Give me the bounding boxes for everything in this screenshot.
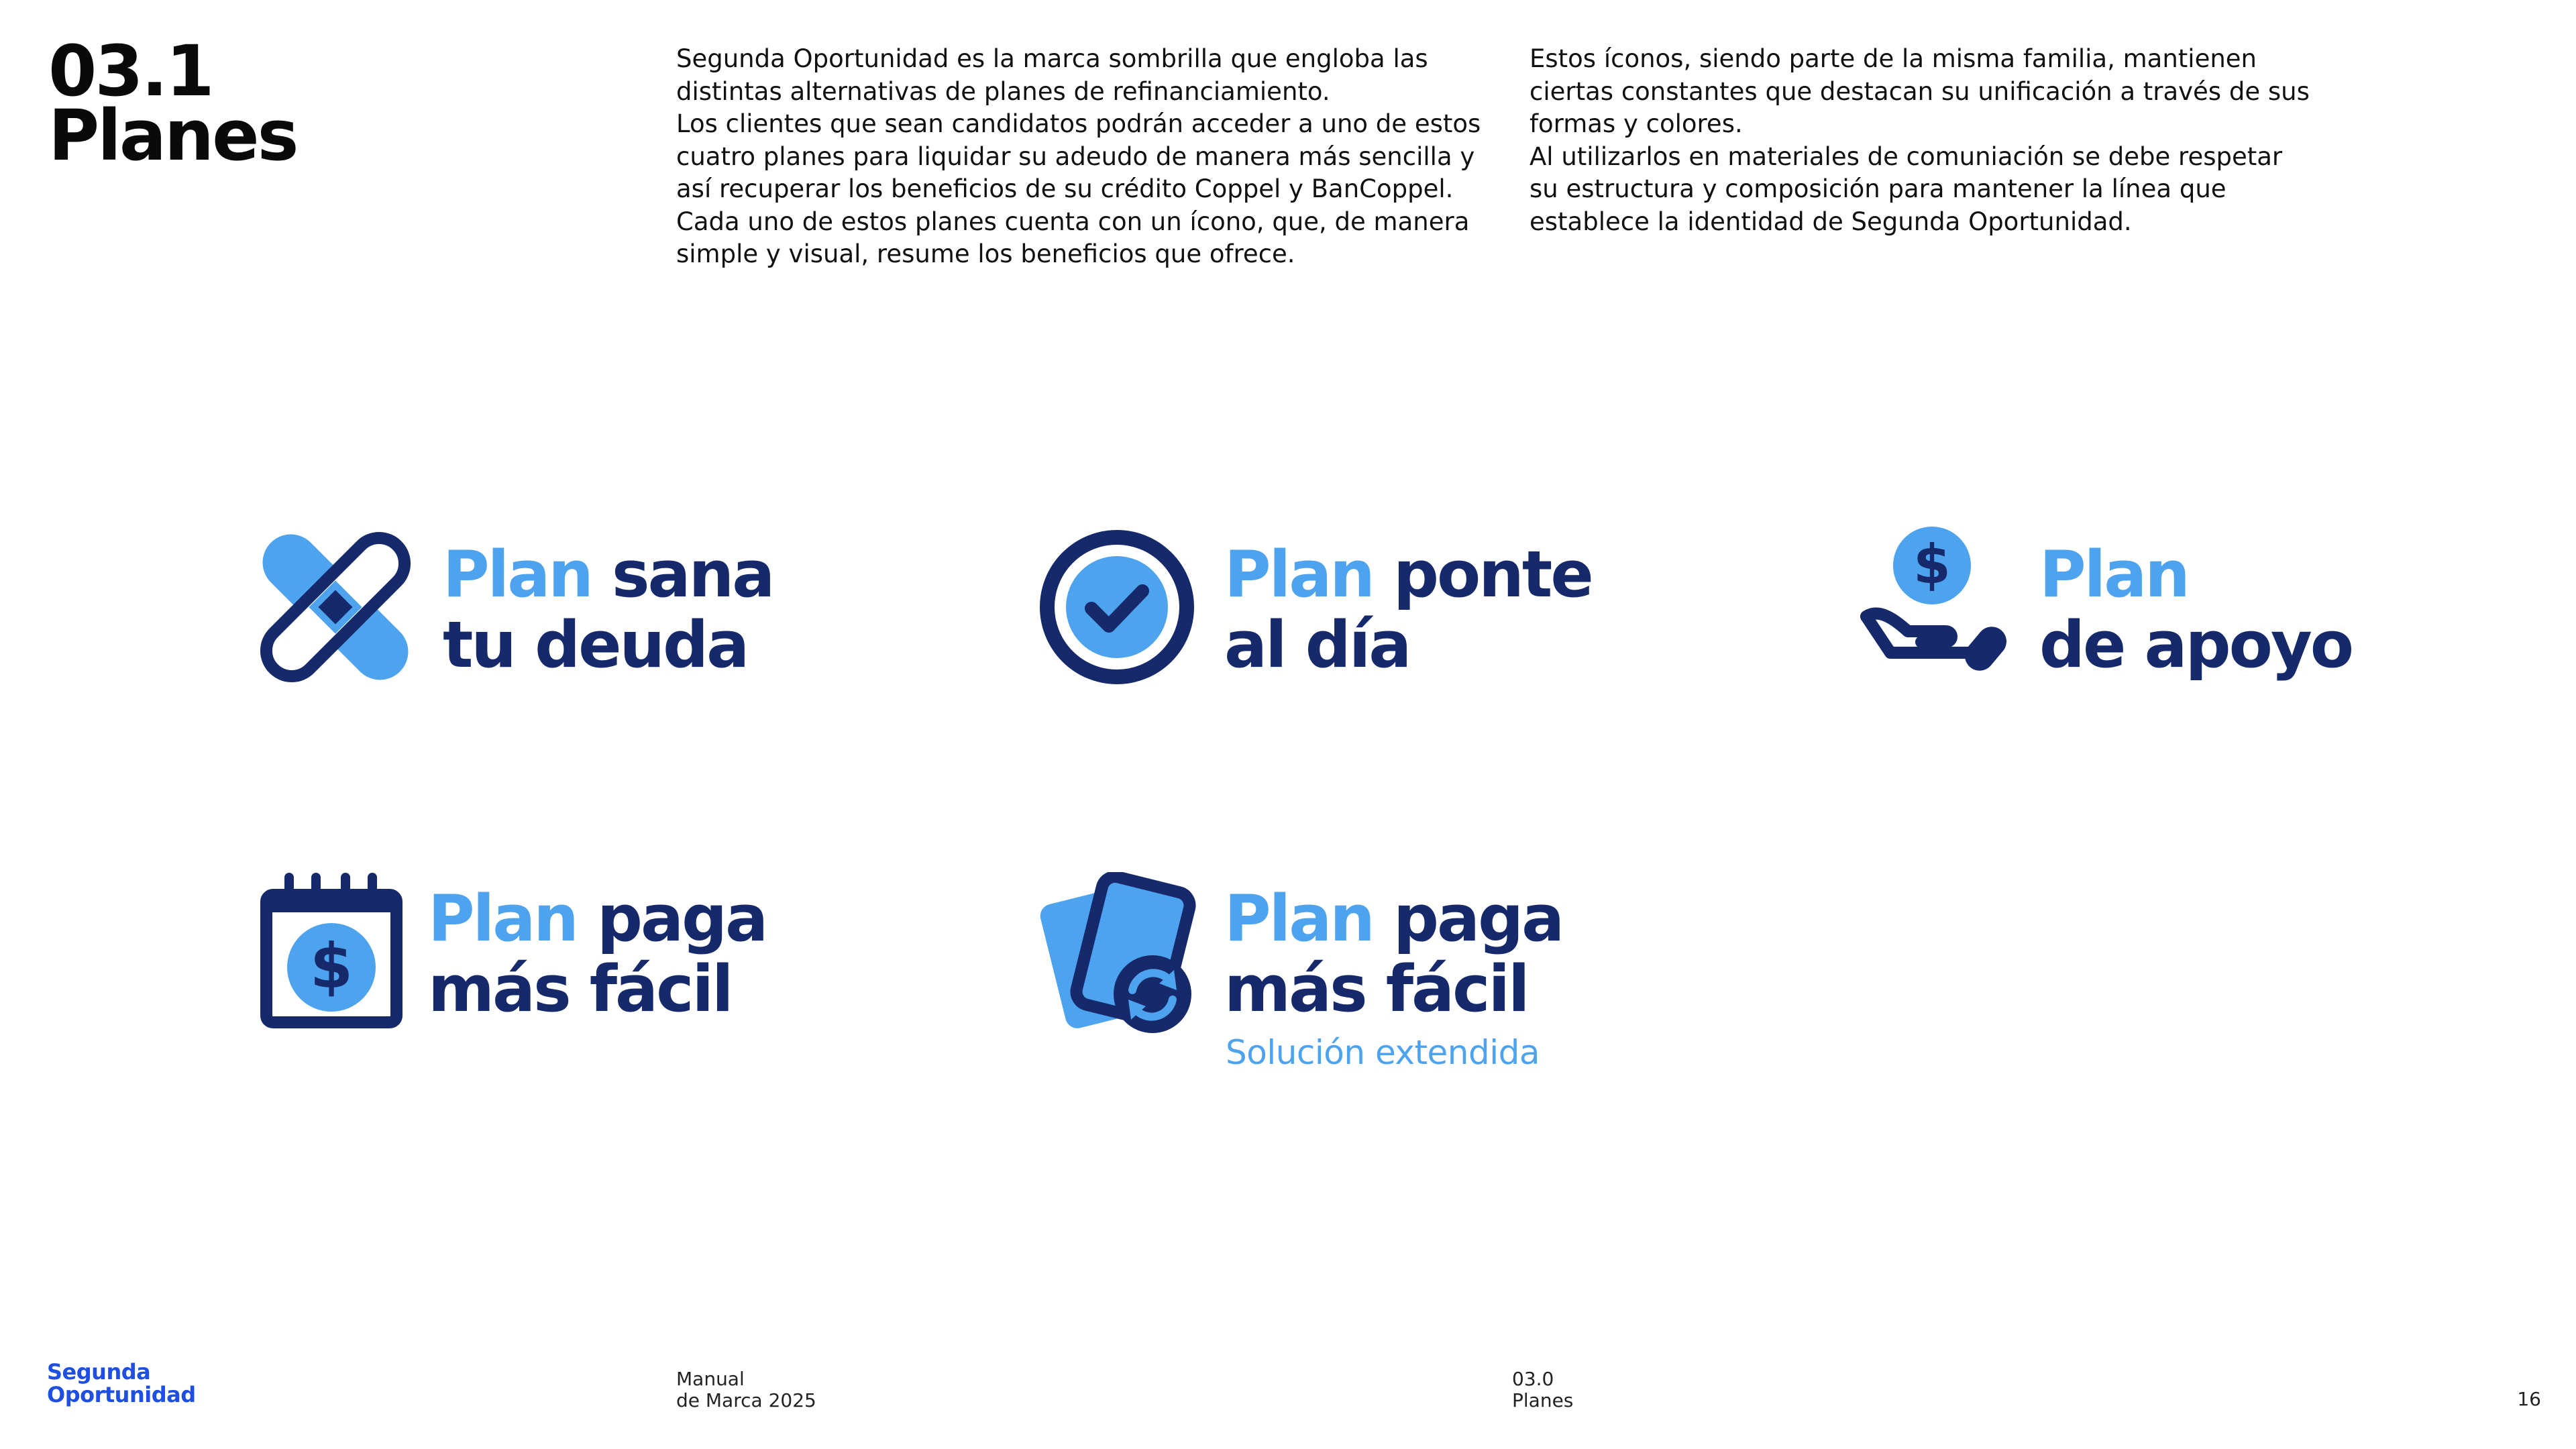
card-refresh-icon: [1040, 872, 1204, 1040]
intro-line: ciertas constantes que destacan su unificación a través de sus: [1529, 76, 2310, 106]
svg-text:$: $: [309, 930, 354, 1002]
plan-subtitle: Solución extendida: [1226, 1033, 1540, 1072]
plan-name: [1224, 540, 1592, 681]
plan-word: Plan: [1224, 882, 1373, 956]
footer-chapter: [1512, 1368, 1573, 1411]
plan-word: Plan: [428, 882, 577, 956]
plan-name: [443, 540, 773, 681]
plan-name: [1224, 884, 1562, 1025]
hand-coin-icon: [1851, 527, 2012, 688]
intro-line: Al utilizarlos en materiales de comuniación se debe respetar: [1529, 142, 2283, 171]
plan-word: Plan: [1224, 538, 1373, 612]
brand-logo: [47, 1360, 196, 1406]
plan-line-2: más fácil: [1224, 953, 1528, 1026]
plan-line-2: al día: [1224, 608, 1410, 682]
intro-column-1: [676, 43, 1528, 271]
calendar-dollar-icon: [258, 872, 406, 1033]
plan-word-rest: paga: [597, 882, 767, 956]
section-title: Planes: [48, 95, 297, 176]
section-heading: [48, 30, 297, 176]
footer-chapter-line-1: 03.0: [1512, 1368, 1554, 1390]
intro-line: formas y colores.: [1529, 109, 1743, 138]
plan-line-2: de apoyo: [2039, 608, 2353, 682]
plan-name: [2039, 540, 2352, 681]
plan-word-rest: sana: [612, 538, 773, 612]
plan-line-2: tu deuda: [443, 608, 748, 682]
plan-word-rest: paga: [1393, 882, 1563, 956]
plan-word-rest: ponte: [1393, 538, 1592, 612]
intro-line: distintas alternativas de planes de refinanciamiento.: [676, 76, 1330, 106]
plan-name: [428, 884, 766, 1025]
svg-text:$: $: [1913, 533, 1951, 596]
intro-line: Los clientes que sean candidatos podrán acceder a uno de estos: [676, 109, 1481, 138]
bandage-icon: [255, 527, 416, 688]
intro-line: cuatro planes para liquidar su adeudo de manera más sencilla y: [676, 142, 1475, 171]
intro-line: Cada uno de estos planes cuenta con un ícono, que, de manera: [676, 207, 1470, 236]
footer-manual-line-1: Manual: [676, 1368, 745, 1390]
section-number: 03.1: [48, 30, 213, 112]
intro-line: simple y visual, resume los beneficios que ofrece.: [676, 239, 1295, 268]
intro-column-2: [1529, 43, 2381, 238]
footer-manual: [676, 1368, 816, 1411]
plan-line-2: más fácil: [428, 953, 732, 1026]
checkmark-circle-icon: [1036, 527, 1197, 688]
page-number: 16: [2517, 1388, 2541, 1410]
intro-line: Estos íconos, siendo parte de la misma familia, mantienen: [1529, 44, 2257, 73]
intro-line: Segunda Oportunidad es la marca sombrilla que engloba las: [676, 44, 1428, 73]
footer-manual-line-2: de Marca 2025: [676, 1389, 816, 1411]
brand-line-1: Segunda: [47, 1359, 151, 1385]
intro-line: así recuperar los beneficios de su crédito Coppel y BanCoppel.: [676, 174, 1454, 203]
footer-chapter-line-2: Planes: [1512, 1389, 1574, 1411]
plan-word: Plan: [443, 538, 592, 612]
intro-line: su estructura y composición para mantener la línea que: [1529, 174, 2226, 203]
plan-word: Plan: [2039, 538, 2188, 612]
intro-line: establece la identidad de Segunda Oportunidad.: [1529, 207, 2132, 236]
brand-line-2: Oportunidad: [47, 1382, 196, 1407]
